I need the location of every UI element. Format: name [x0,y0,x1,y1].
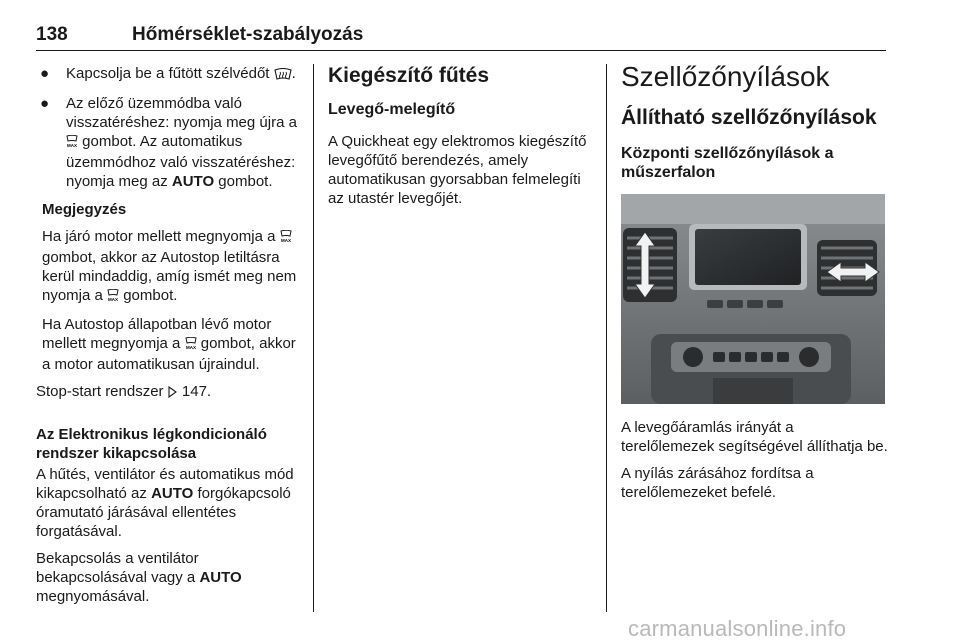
subsection-heading: Levegő-melegítő [328,101,456,118]
caption: A levegőáramlás irányát a terelőlemezek segítségével állíthatja be. [621,419,888,455]
chapter-heading: Szellőzőnyílások [621,61,830,92]
page-header [36,22,886,51]
list-item: ● Az előző üzemmódba való visszatéréshez: nyomja meg újra a MAX gombot. Az automatikus üzemmódhoz való visszatéréshez: nyomja meg az AUTO gombot. [40,95,297,190]
svg-text:MAX: MAX [280,238,291,243]
section-heading: Az Elektronikus légkondicionáló rendszer kikapcsolása [36,426,267,462]
svg-text:MAX: MAX [185,345,196,350]
caption: A nyílás zárásához fordítsa a terelőlemezeket befelé. [621,465,814,501]
column-3 [621,61,889,510]
note-box [36,200,304,374]
column-1 [36,64,304,614]
reference-arrow-icon [168,384,178,403]
max-defrost-icon [66,134,78,153]
svg-text:MAX: MAX [67,143,77,148]
watermark: carmanualsonline.info [628,616,847,641]
svg-text:MAX: MAX [108,297,119,302]
list-item: ● Kapcsolja be a fűtött szélvédőt . [36,64,304,85]
paragraph: Bekapcsolás a ventilátor bekapcsolásával vagy a AUTO megnyomásával. [36,550,242,605]
note-paragraph: Ha járó motor mellett megnyomja a MAX gombot, akkor az Autostop letiltásra kerül mindaddig, amíg ismét meg nem nyomja a MAX gombot. [42,227,304,307]
vent-illustration [621,194,885,404]
paragraph: A Quickheat egy elektromos kiegészítő levegőfűtő berendezés, amely automatikusan gyorsabban felmelegíti az utastér levegőjét. [328,133,587,207]
page-title: Hőmérséklet-szabályozás [132,24,364,45]
cross-reference[interactable]: Stop-start rendszer 147. [36,382,304,403]
section-heading: Kiegészítő fűtés [328,64,490,87]
note-paragraph: Ha Autostop állapotban lévő motor mellett megnyomja a MAX gombot, akkor a motor automatikusan újraindul. [42,316,296,373]
max-defrost-icon [185,336,197,355]
max-defrost-icon [107,288,119,307]
column-divider [313,64,314,612]
column-divider [606,64,607,612]
subsection-heading: Központi szellőzőnyílások a műszerfalon [621,145,834,181]
paragraph: A hűtés, ventilátor és automatikus mód kikapcsolható az AUTO forgókapcsoló óramutató járásával ellentétes forgatásával. [36,466,294,540]
section-heading: Állítható szellőzőnyílások [621,106,877,129]
heated-windscreen-icon [274,66,292,85]
page-number: 138 [36,24,68,45]
max-defrost-icon [280,229,292,248]
column-2 [328,64,596,216]
note-title: Megjegyzés [42,201,127,218]
